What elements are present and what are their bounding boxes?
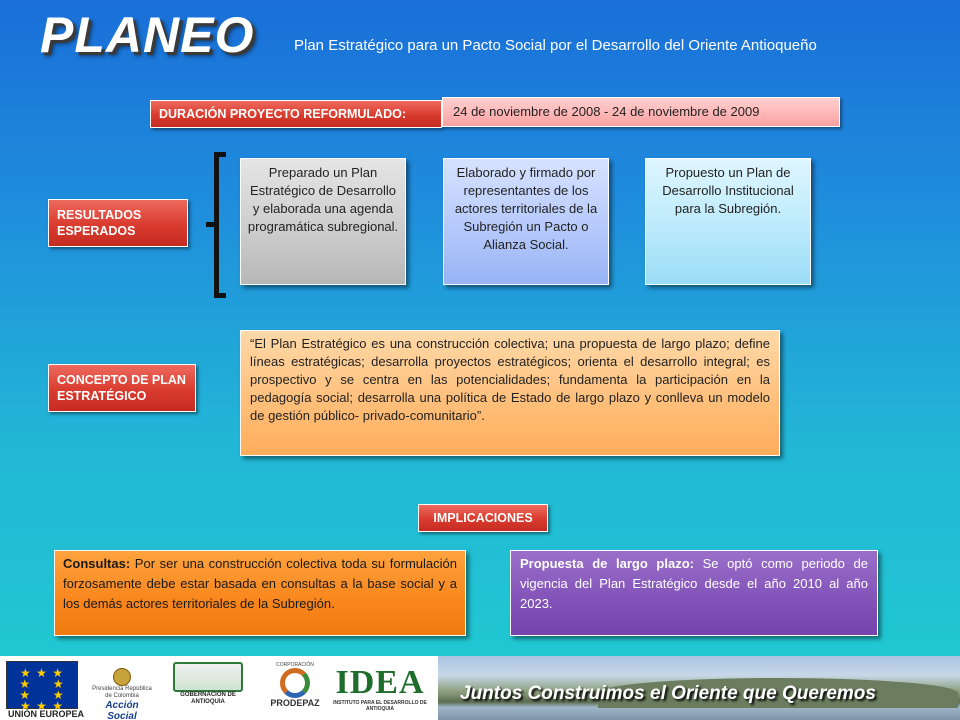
concepto-label	[48, 364, 196, 412]
resultados-label-text: RESULTADOS ESPERADOS	[57, 208, 142, 238]
duracion-value	[442, 97, 840, 127]
resultado-text-2: Elaborado y firmado por representantes de los actores territoriales de la Subregión un Pacto o Alianza Social.	[454, 165, 598, 252]
accion-small-text: Presidencia República de Colombia	[92, 686, 152, 699]
concepto-text: “El Plan Estratégico es una construcción colectiva; una propuesta de largo plazo; define líneas estratégicas; desarrolla proyectos estratégicos; orienta el desarrollo integral; es prospectivo y se centra en las potencialidades; fundamenta la participación en la pedagogía social; desarrolla una política de Estado de largo plazo y conlleva un modelo de gestión público- privado-comunitario”.	[250, 336, 770, 423]
implicaciones-label	[418, 504, 548, 532]
footer-landscape-photo	[438, 656, 960, 720]
brace-nub	[206, 222, 216, 227]
idea-logo	[330, 666, 430, 712]
consultas-title: Consultas:	[63, 556, 131, 571]
idea-small-text: INSTITUTO PARA EL DESARROLLO DE ANTIOQUIA	[333, 700, 427, 712]
page-subtitle: Plan Estratégico para un Pacto Social por el Desarrollo del Oriente Antioqueño	[294, 37, 817, 54]
resultado-box-2	[443, 158, 609, 285]
antioquia-text: GOBERNACIÓN DE ANTIOQUIA	[180, 692, 236, 705]
consultas-box	[54, 550, 466, 636]
eu-stars-icon: ★ ★ ★ ★ ★ ★ ★ ★ ★ ★	[19, 666, 65, 713]
colombia-crest-icon	[113, 668, 131, 686]
propuesta-box	[510, 550, 878, 636]
concepto-label-text: CONCEPTO DE PLAN ESTRATÉGICO	[57, 373, 186, 403]
duracion-label	[150, 100, 442, 128]
propuesta-text: Se optó como periodo de vigencia del Plan Estratégico desde el año 2010 al año 2023.	[520, 556, 868, 611]
resultado-box-1	[240, 158, 406, 285]
concepto-box	[240, 330, 780, 456]
prodepaz-ring-icon	[280, 668, 310, 698]
footer-slogan: Juntos Construimos el Oriente que Queremos	[460, 683, 876, 704]
eu-logo-text: UNIÓN EUROPEA	[8, 709, 85, 719]
page-title: PLANEO	[40, 7, 255, 63]
prodepaz-text: PRODEPAZ	[270, 698, 320, 708]
resultado-box-3	[645, 158, 811, 285]
duracion-value-text: 24 de noviembre de 2008 - 24 de noviembre de 2009	[453, 104, 760, 119]
resultados-label	[48, 199, 188, 247]
antioquia-logo	[166, 662, 250, 712]
resultado-text-1: Preparado un Plan Estratégico de Desarrollo y elaborada una agenda programática subregional.	[247, 165, 399, 234]
accion-social-logo	[92, 668, 152, 720]
antioquia-emblem-icon	[173, 662, 243, 692]
implicaciones-label-text: IMPLICACIONES	[433, 511, 533, 525]
propuesta-title: Propuesta de largo plazo:	[520, 556, 694, 571]
prodepaz-small-text: CORPORACIÓN	[276, 662, 314, 668]
duracion-label-text: DURACIÓN PROYECTO REFORMULADO:	[159, 107, 406, 121]
resultado-text-3: Propuesto un Plan de Desarrollo Institucional para la Subregión.	[662, 165, 794, 216]
idea-text: IDEA	[335, 664, 425, 701]
consultas-text: Por ser una construcción colectiva toda su formulación forzosamente debe estar basada en consultas a la base social y a los demás actores territoriales de la Subregión.	[63, 556, 457, 611]
eu-flag-logo	[6, 661, 78, 713]
accion-brand-text: Acción Social	[105, 700, 139, 720]
prodepaz-logo	[266, 662, 324, 712]
